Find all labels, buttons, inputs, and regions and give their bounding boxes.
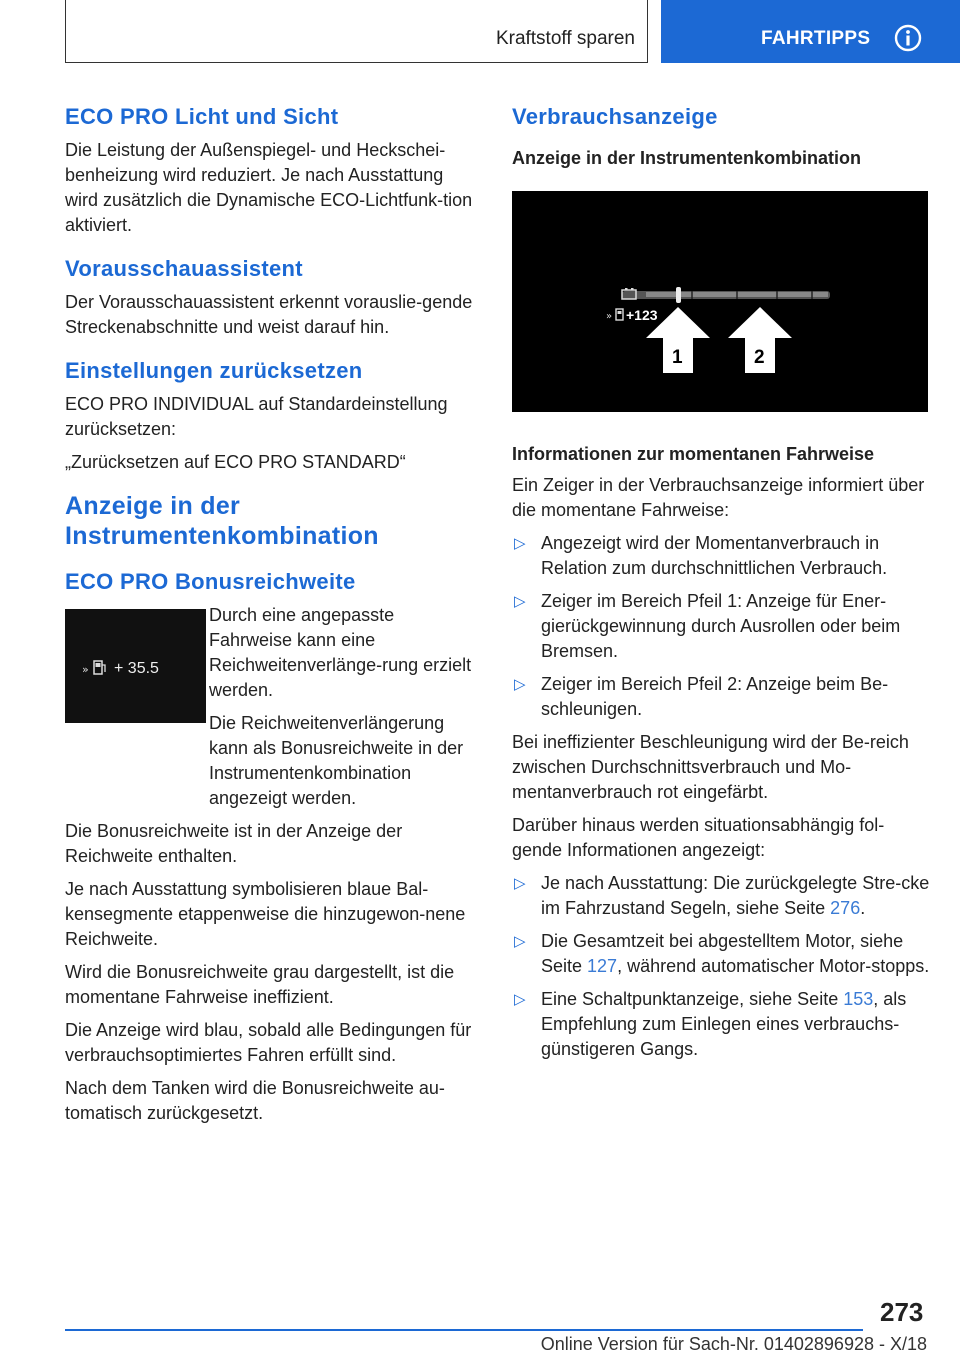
text-info-2: Bei ineffizienter Beschleunigung wird der Be-reich zwischen Durchschnittsverbrauch und Mo-mentanverbrauch rot eingefärbt. — [512, 732, 909, 802]
triangle-bullet-icon: ▷ — [514, 875, 526, 892]
heading-vorausschauassistent: Vorausschauassistent — [65, 256, 303, 281]
header-tab-fahrtipps[interactable] — [661, 0, 960, 63]
text-bonus-2: Die Reichweitenverlängerung kann als Bonusreichweite in der Instrumentenkombination angezeigt werden. — [209, 713, 464, 808]
subheading-informationen: Informationen zur momentanen Fahrweise — [512, 444, 875, 464]
list-item: ▷ Die Gesamtzeit bei abgestelltem Motor, siehe Seite 127, während automatischer Motor-stopps. — [514, 931, 930, 976]
triangle-bullet-icon: ▷ — [514, 933, 526, 950]
list-item: ▷ Angezeigt wird der Momentanverbrauch in Relation zum durchschnittlichen Verbrauch. — [514, 533, 888, 578]
text-eco-pro-licht: Die Leistung der Außenspiegel- und Heckschei-benheizung wird reduziert. Je nach Ausstattung wird zusätzlich die Dynamische ECO-Lichtfunk-tion aktiviert. — [65, 140, 473, 235]
triangle-bullet-icon: ▷ — [514, 593, 526, 610]
text-info-1: Ein Zeiger in der Verbrauchsanzeige informiert über die momentane Fahrweise: — [512, 475, 925, 520]
page-link-276[interactable]: 276 — [830, 898, 861, 918]
subheading-anzeige: Anzeige in der Instrumentenkombination — [512, 148, 862, 168]
svg-text:»: » — [82, 663, 89, 676]
heading-eco-pro-licht: ECO PRO Licht und Sicht — [65, 104, 339, 129]
list-situationen — [512, 871, 930, 1062]
heading-verbrauchsanzeige: Verbrauchsanzeige — [512, 104, 718, 129]
footer-divider — [65, 1329, 863, 1331]
gauge-pointer — [676, 287, 681, 303]
fuel-pump-icon — [606, 309, 623, 322]
header-tab-label: FAHRTIPPS — [761, 28, 871, 49]
text-vorausschauassistent: Der Vorausschauassistent erkennt vorauslie-gende Streckenabschnitte und weist darauf hin. — [65, 292, 473, 337]
triangle-bullet-icon: ▷ — [514, 535, 526, 552]
right-column — [512, 100, 930, 1070]
svg-text:»: » — [606, 311, 613, 322]
footer-version-note: Online Version für Sach-Nr. 01402896928 - X/18 — [540, 1334, 927, 1354]
list-zeiger — [512, 531, 930, 722]
text-bonus-3: Die Bonusreichweite ist in der Anzeige der Reichweite enthalten. — [65, 821, 403, 866]
heading-bonusreichweite: ECO PRO Bonusreichweite — [65, 569, 356, 594]
consumption-display-image — [512, 191, 928, 412]
consumption-value-text: +123 — [626, 307, 658, 323]
header-section-title: Kraftstoff sparen — [495, 28, 635, 49]
text-bonus-5: Wird die Bonusreichweite grau dargestellt, ist die momentane Fahrweise ineffizient. — [65, 962, 455, 1007]
arrow-2-label: 2 — [754, 347, 765, 368]
text-info-3: Darüber hinaus werden situationsabhängig fol-gende Informationen angezeigt: — [512, 815, 885, 860]
list-item: ▷ Je nach Ausstattung: Die zurückgelegte Stre-cke im Fahrzustand Segeln, siehe Seite 276. — [514, 873, 930, 918]
text-einstellungen-1: ECO PRO INDIVIDUAL auf Standardeinstellung zurücksetzen: — [65, 394, 448, 439]
bonus-block — [65, 603, 480, 811]
bonus-range-display-image — [65, 609, 206, 723]
arrow-2-icon — [728, 307, 792, 373]
text-bonus-1: Durch eine angepasste Fahrweise kann eine Reichweitenverlänge-rung erzielt werden. — [209, 605, 472, 700]
list-item: ▷ Zeiger im Bereich Pfeil 1: Anzeige für Ener-gierückgewinnung durch Ausrollen oder beim Bremsen. — [514, 591, 901, 661]
list-item: ▷ Eine Schaltpunktanzeige, siehe Seite 153, als Empfehlung zum Einlegen eines verbrauchs-günstigeren Gangs. — [514, 989, 907, 1059]
heading-einstellungen: Einstellungen zurücksetzen — [65, 358, 363, 383]
triangle-bullet-icon: ▷ — [514, 676, 526, 693]
text-bonus-4: Je nach Ausstattung symbolisieren blaue Bal-kensegmente etappenweise die hinzugewon-nene Reichweite. — [65, 879, 466, 949]
page-link-127[interactable]: 127 — [587, 956, 618, 976]
fuel-pump-icon — [65, 609, 206, 723]
triangle-bullet-icon: ▷ — [514, 991, 526, 1008]
page-link-153[interactable]: 153 — [843, 989, 874, 1009]
info-icon — [894, 24, 922, 52]
left-column — [65, 100, 480, 1134]
heading-anzeige-instrumentenkombination: Anzeige in der Instrumentenkombination — [65, 492, 379, 550]
bonus-value-text: + 35.5 — [114, 660, 159, 677]
text-bonus-6: Die Anzeige wird blau, sobald alle Bedingungen für verbrauchsoptimiertes Fahren erfüllt sind. — [65, 1020, 472, 1065]
list-item: ▷ Zeiger im Bereich Pfeil 2: Anzeige beim Be-schleunigen. — [514, 674, 889, 719]
text-bonus-7: Nach dem Tanken wird die Bonusreichweite au-tomatisch zurückgesetzt. — [65, 1078, 445, 1123]
text-einstellungen-2: „Zurücksetzen auf ECO PRO STANDARD“ — [65, 452, 406, 472]
arrow-1-label: 1 — [672, 347, 683, 368]
page-number: 273 — [880, 1297, 924, 1327]
